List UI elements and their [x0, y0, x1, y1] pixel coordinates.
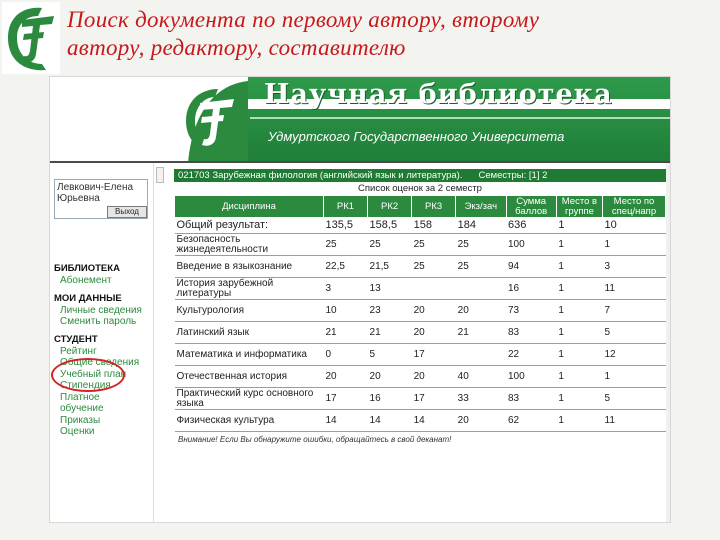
table-cell: 14	[323, 410, 367, 432]
menu-head-my-data: МОИ ДАННЫЕ	[54, 292, 122, 304]
column-header: РК2	[368, 196, 412, 218]
total-row	[175, 218, 666, 234]
table-cell: 25	[368, 234, 412, 256]
table-cell: 20	[412, 322, 456, 344]
sidebar-item-subscription[interactable]: Абонемент	[60, 275, 112, 286]
table-cell	[412, 278, 456, 300]
table-cell: 135,5	[323, 218, 367, 234]
sidebar-item-scholarship[interactable]: Стипендия	[60, 380, 111, 391]
table-row	[175, 344, 666, 366]
table-cell: 25	[412, 256, 456, 278]
library-banner	[50, 77, 671, 163]
table-row	[175, 300, 666, 322]
table-cell: Отечественная история	[175, 366, 324, 388]
table-row	[175, 256, 666, 278]
semester-selector[interactable]: Семестры: [1] 2	[478, 170, 548, 181]
table-row	[175, 278, 666, 300]
sidebar-item-orders[interactable]: Приказы	[60, 414, 101, 426]
table-cell: 158	[412, 218, 456, 234]
table-row	[175, 322, 666, 344]
column-header: РК1	[323, 196, 367, 218]
sidebar-item-personal-info[interactable]: Личные сведения	[60, 304, 142, 316]
sidebar-item-paid-education[interactable]: Платное обучение	[60, 391, 104, 414]
table-cell: 25	[456, 256, 506, 278]
table-cell: 1	[603, 234, 666, 256]
table-cell: 83	[506, 322, 556, 344]
table-cell: 12	[603, 344, 666, 366]
banner-subtitle: Удмуртского Государственного Университета	[268, 129, 565, 144]
table-cell: 100	[506, 234, 556, 256]
table-cell: 25	[456, 234, 506, 256]
table-cell: 17	[412, 388, 456, 410]
column-header: Место в группе	[556, 196, 602, 218]
sidebar-item-grades[interactable]: Оценки	[60, 426, 95, 437]
table-cell: 5	[368, 344, 412, 366]
table-cell: 1	[556, 256, 602, 278]
table-cell: 10	[603, 218, 666, 234]
table-cell: 94	[506, 256, 556, 278]
table-cell: 1	[603, 366, 666, 388]
table-cell: Введение в языкознание	[175, 256, 324, 278]
table-cell: 1	[556, 366, 602, 388]
table-cell: 1	[556, 410, 602, 432]
menu-head-student: СТУДЕНТ	[54, 333, 98, 345]
table-cell: 83	[506, 388, 556, 410]
table-row	[175, 366, 666, 388]
sidebar-item-general-info[interactable]: Общие сведения	[60, 357, 140, 368]
table-cell: 21,5	[368, 256, 412, 278]
table-cell: 16	[368, 388, 412, 410]
table-cell: 5	[603, 388, 666, 410]
sidebar-menu	[54, 261, 152, 438]
table-cell: 158,5	[368, 218, 412, 234]
course-bar	[174, 169, 666, 182]
sidebar-item-change-password[interactable]: Сменить пароль	[60, 316, 137, 327]
table-cell: 25	[412, 234, 456, 256]
table-cell: 33	[456, 388, 506, 410]
table-cell: 1	[556, 278, 602, 300]
table-cell: Культурология	[175, 300, 324, 322]
table-cell: 10	[323, 300, 367, 322]
table-cell: 3	[603, 256, 666, 278]
table-cell: Безопасность жизнедеятельности	[175, 234, 324, 256]
grades-table	[174, 195, 666, 432]
table-cell: 1	[556, 300, 602, 322]
slide-title	[67, 6, 717, 62]
slide-title-line2: автору, редактору, составителю	[67, 35, 406, 60]
table-cell: 1	[556, 388, 602, 410]
column-header: РК3	[412, 196, 456, 218]
table-cell	[456, 278, 506, 300]
table-cell: 5	[603, 322, 666, 344]
table-cell: 100	[506, 366, 556, 388]
table-cell: Общий результат:	[175, 218, 324, 234]
table-cell: 20	[456, 410, 506, 432]
table-cell: Физическая культура	[175, 410, 324, 432]
slide-title-line1: Поиск документа по первому автору, второму	[67, 7, 540, 32]
table-cell: 1	[556, 234, 602, 256]
table-cell: 22,5	[323, 256, 367, 278]
table-cell: 13	[368, 278, 412, 300]
user-name: Левкович-Елена Юрьевна	[57, 182, 134, 204]
table-cell: 1	[556, 344, 602, 366]
table-cell: 40	[456, 366, 506, 388]
table-cell: 14	[368, 410, 412, 432]
menu-head-library: БИБЛИОТЕКА	[54, 263, 120, 274]
table-cell: История зарубежной литературы	[175, 278, 324, 300]
highlight-circle	[51, 358, 125, 392]
table-cell: 21	[368, 322, 412, 344]
table-cell: 11	[603, 410, 666, 432]
library-page-screenshot	[49, 76, 671, 523]
table-cell: 21	[323, 322, 367, 344]
table-cell: 1	[556, 218, 602, 234]
sidebar-item-curriculum[interactable]: Учебный план	[60, 368, 127, 380]
errors-warning: Внимание! Если Вы обнаружите ошибки, обращайтесь в свой деканат!	[178, 435, 452, 444]
table-cell: 21	[456, 322, 506, 344]
table-cell: 20	[456, 300, 506, 322]
table-cell: 20	[412, 366, 456, 388]
left-sidebar	[50, 163, 154, 523]
table-cell: 25	[323, 234, 367, 256]
table-cell: 0	[323, 344, 367, 366]
table-cell: Математика и информатика	[175, 344, 324, 366]
grades-header-row	[175, 196, 666, 218]
table-cell: 14	[412, 410, 456, 432]
table-cell: 23	[368, 300, 412, 322]
table-cell: 73	[506, 300, 556, 322]
table-cell: 17	[323, 388, 367, 410]
table-cell: 20	[368, 366, 412, 388]
table-cell: 7	[603, 300, 666, 322]
table-cell: 184	[456, 218, 506, 234]
grades-list-title: Список оценок за 2 семестр	[358, 183, 482, 194]
library-logo-icon	[178, 77, 248, 163]
table-cell	[456, 344, 506, 366]
table-cell: 17	[412, 344, 456, 366]
scrollbar[interactable]	[156, 167, 164, 183]
table-cell: 11	[603, 278, 666, 300]
table-cell: 1	[556, 322, 602, 344]
table-cell: 20	[323, 366, 367, 388]
sidebar-item-rating[interactable]: Рейтинг	[60, 345, 97, 357]
table-cell: 3	[323, 278, 367, 300]
table-row	[175, 388, 666, 410]
logout-button[interactable]: Выход	[107, 206, 147, 218]
banner-title: Научная библиотека	[264, 79, 613, 110]
grades-panel	[174, 169, 666, 444]
table-cell: 20	[412, 300, 456, 322]
column-header: Экз/зач	[456, 196, 506, 218]
column-header: Дисциплина	[175, 196, 324, 218]
table-row	[175, 234, 666, 256]
column-header: Сумма баллов	[506, 196, 556, 218]
course-name: 021703 Зарубежная филология (английский язык и литература).	[178, 170, 463, 181]
table-cell: 62	[506, 410, 556, 432]
table-cell: 22	[506, 344, 556, 366]
user-box	[54, 179, 148, 219]
table-cell: Латинский язык	[175, 322, 324, 344]
table-row	[175, 410, 666, 432]
column-header: Место по спец/напр	[603, 196, 666, 218]
table-cell: 16	[506, 278, 556, 300]
table-cell: Практический курс основного языка	[175, 388, 324, 410]
table-cell: 636	[506, 218, 556, 234]
udsu-logo-icon	[2, 2, 60, 74]
